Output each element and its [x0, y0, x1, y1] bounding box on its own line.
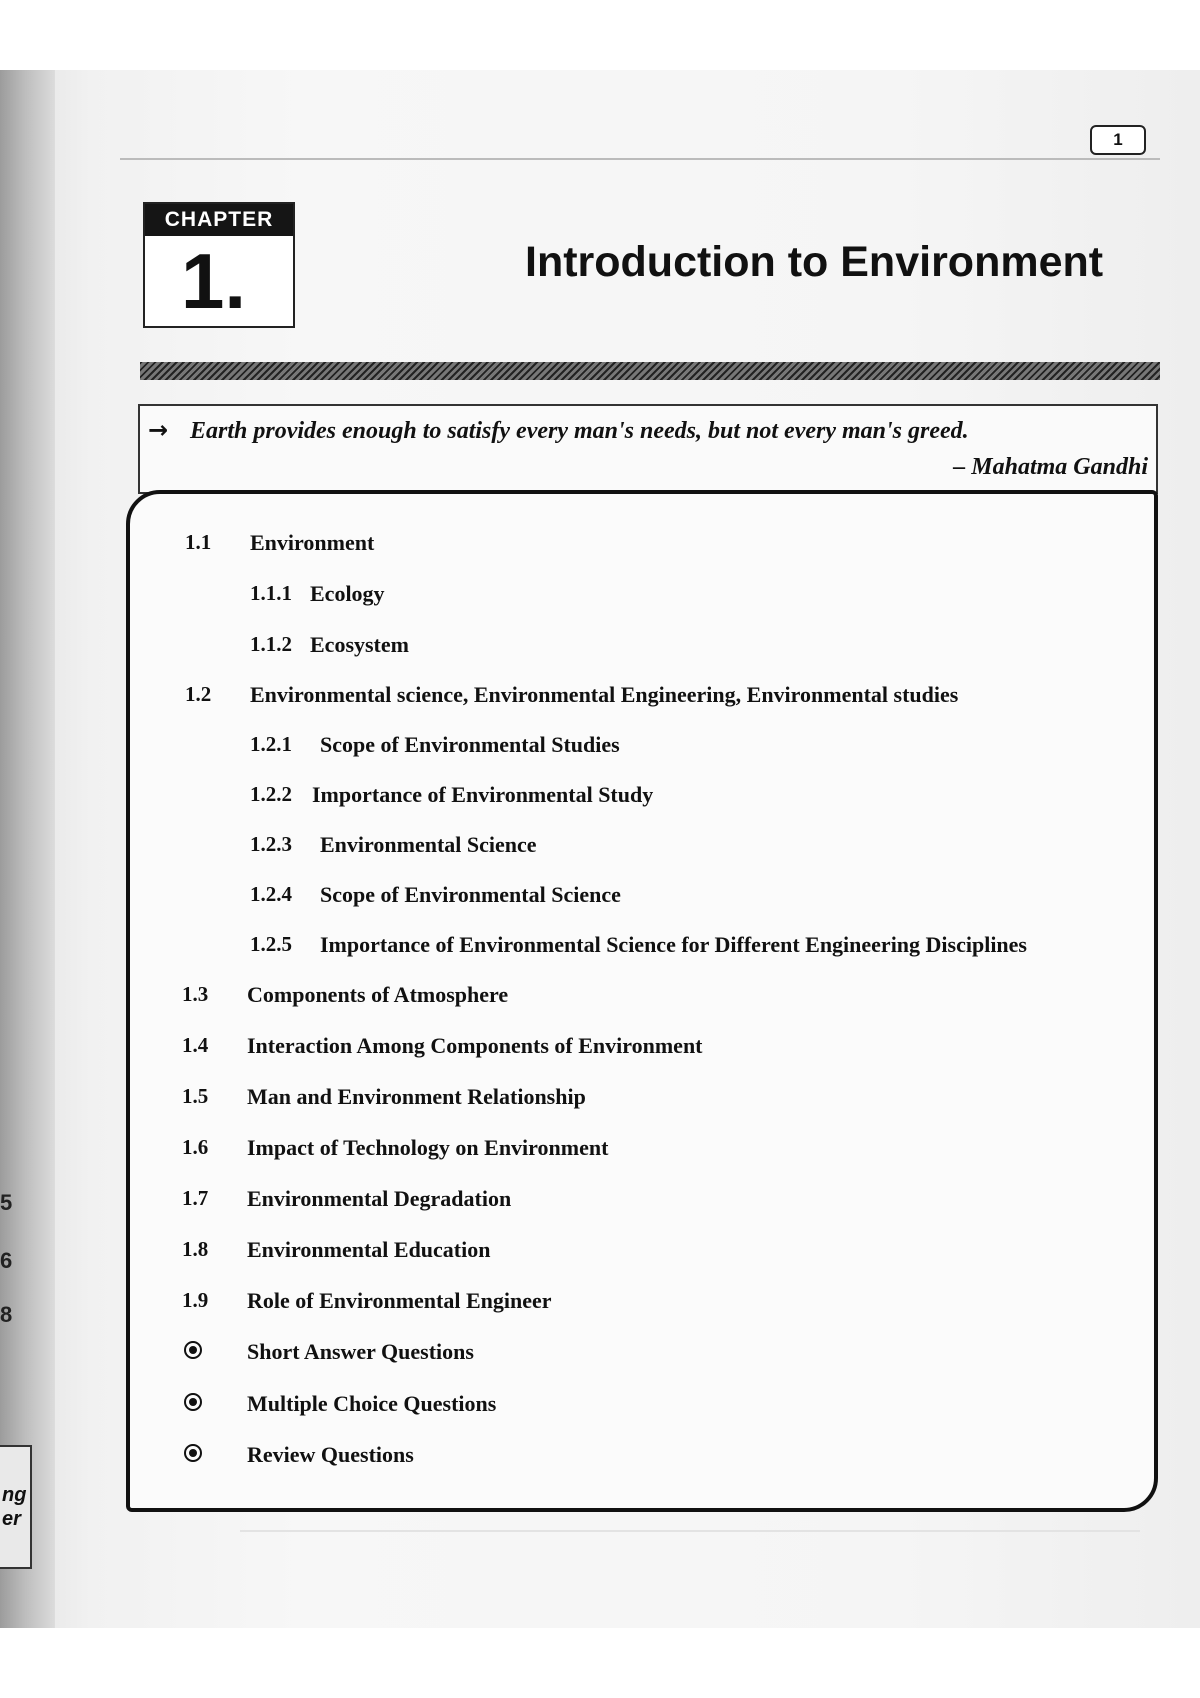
toc-entry-title: Man and Environment Relationship	[247, 1084, 586, 1109]
toc-entry-title: Environmental Science	[320, 832, 537, 857]
header-rule	[120, 158, 1160, 160]
toc-entry-number: 1.2	[185, 682, 212, 706]
page-bottom-margin	[0, 1628, 1200, 1698]
toc-entry-title: Ecosystem	[310, 632, 409, 657]
toc-entry-title: Environment	[250, 530, 375, 555]
faded-bleedthrough-line	[240, 1530, 1140, 1532]
toc-entry-title: Interaction Among Components of Environment	[247, 1033, 703, 1058]
toc-entry-number: 1.9	[182, 1288, 209, 1312]
bullet-circle-icon	[184, 1444, 202, 1462]
toc-entry-number: 1.2.2	[250, 782, 292, 806]
quote-text: Earth provides enough to satisfy every man's needs, but not every man's greed.	[190, 418, 969, 444]
toc-entry-title: Importance of Environmental Science for Different Engineering Disciplines	[320, 932, 1027, 957]
toc-entry-number: 1.2.4	[250, 882, 292, 906]
toc-entry-number: 1.3	[182, 982, 209, 1006]
toc-entry-title: Short Answer Questions	[247, 1339, 474, 1364]
margin-fragment: 6	[0, 1248, 13, 1273]
toc-entry-title: Review Questions	[247, 1442, 414, 1467]
toc-entry-number: 1.4	[182, 1033, 209, 1057]
toc-entry-title: Multiple Choice Questions	[247, 1391, 497, 1416]
quote-box	[138, 404, 1158, 494]
bullet-circle-icon	[184, 1393, 202, 1411]
toc-entry-number: 1.2.3	[250, 832, 292, 856]
toc-entry-title: Components of Atmosphere	[247, 982, 509, 1007]
toc-entry-number: 1.1.2	[250, 632, 292, 656]
toc-entry-title: Environmental Degradation	[247, 1186, 512, 1211]
margin-tab-line: ng	[2, 1484, 27, 1506]
toc-entry-title: Ecology	[310, 581, 385, 606]
toc-entry-number: 1.2.1	[250, 732, 292, 756]
margin-fragment: 8	[0, 1302, 13, 1327]
toc-entry-title: Role of Environmental Engineer	[247, 1288, 552, 1313]
toc-entry-title: Scope of Environmental Studies	[320, 732, 620, 757]
toc-entry-number: 1.8	[182, 1237, 209, 1261]
toc-entry-number: 1.6	[182, 1135, 209, 1159]
chapter-title: Introduction to Environment	[525, 238, 1104, 286]
quote-author: – Mahatma Gandhi	[953, 454, 1148, 480]
toc-entry-number: 1.5	[182, 1084, 209, 1108]
toc-entry-title: Environmental science, Environmental Engineering, Environmental studies	[250, 682, 959, 707]
toc-entry-title: Environmental Education	[247, 1237, 491, 1262]
toc-entry-number: 1.1	[185, 530, 212, 554]
margin-fragment: 5	[0, 1190, 13, 1215]
margin-tab	[0, 1445, 32, 1569]
toc-entry-title: Importance of Environmental Study	[312, 782, 654, 807]
toc-entry-number: 1.2.5	[250, 932, 292, 956]
margin-tab-line: er	[2, 1508, 21, 1530]
chapter-number: 1.	[181, 237, 247, 325]
book-binding-shadow	[0, 70, 55, 1630]
arrow-right-icon: →	[148, 416, 169, 444]
toc-entry-number: 1.1.1	[250, 581, 292, 605]
table-of-contents	[126, 490, 1158, 1512]
chapter-label: CHAPTER	[145, 204, 293, 236]
decorative-hatch-bar	[140, 362, 1160, 380]
chapter-badge	[143, 202, 295, 328]
page-number: 1	[1090, 125, 1146, 155]
toc-entry-number: 1.7	[182, 1186, 209, 1210]
toc-entry-title: Scope of Environmental Science	[320, 882, 621, 907]
bullet-circle-icon	[184, 1341, 202, 1359]
toc-entry-title: Impact of Technology on Environment	[247, 1135, 609, 1160]
